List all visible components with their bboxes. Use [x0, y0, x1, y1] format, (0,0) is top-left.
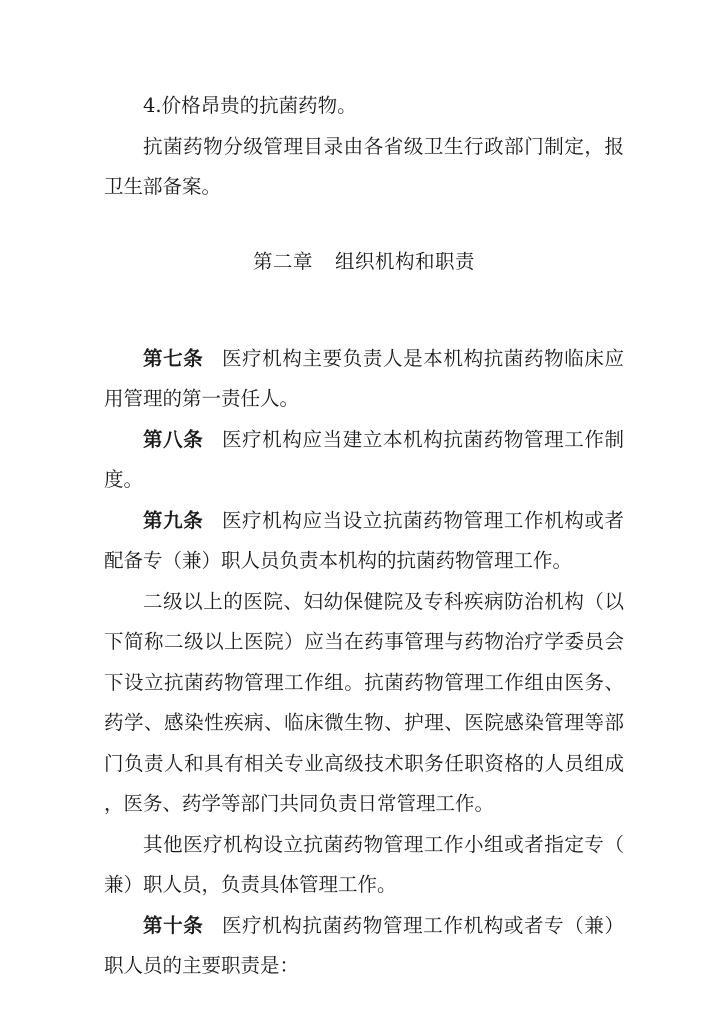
- article-10-label: 第十条: [143, 913, 204, 937]
- secondary-hospitals-paragraph: [104, 582, 624, 825]
- chapter-number: 第二章: [252, 250, 313, 273]
- chapter-title: 组织机构和职责: [335, 250, 476, 273]
- list-item-4-text: 4.价格昂贵的抗菌药物。: [143, 94, 357, 117]
- article-9-paragraph: [104, 501, 624, 582]
- article-7-label: 第七条: [143, 346, 204, 370]
- list-item-4: [104, 86, 624, 127]
- filing-note-paragraph: [104, 127, 624, 208]
- article-10-text: 医疗机构抗菌药物管理工作机构或者专（兼）职人员的主要职责是：: [104, 913, 624, 977]
- article-7-paragraph: [104, 339, 624, 420]
- article-8-text: 医疗机构应当建立本机构抗菌药物管理工作制度。: [104, 427, 624, 491]
- article-8-label: 第八条: [143, 427, 204, 451]
- article-10-paragraph: [104, 906, 624, 987]
- other-institutions-paragraph: [104, 825, 624, 906]
- article-8-paragraph: [104, 420, 624, 501]
- filing-note-text: 抗菌药物分级管理目录由各省级卫生行政部门制定，报卫生部备案。: [104, 134, 624, 198]
- document-body: [104, 86, 624, 987]
- chapter-heading-line: [104, 242, 624, 283]
- other-institutions-text: 其他医疗机构设立抗菌药物管理工作小组或者指定专（兼）职人员，负责具体管理工作。: [104, 832, 624, 896]
- article-9-text: 医疗机构应当设立抗菌药物管理工作机构或者配备专（兼）职人员负责本机构的抗菌药物管理工作。: [104, 508, 624, 572]
- article-9-label: 第九条: [143, 508, 204, 532]
- article-7-text: 医疗机构主要负责人是本机构抗菌药物临床应用管理的第一责任人。: [104, 346, 624, 410]
- secondary-hospitals-text: 二级以上的医院、妇幼保健院及专科疾病防治机构（以下简称二级以上医院）应当在药事管理与药物治疗学委员会下设立抗菌药物管理工作组。抗菌药物管理工作组由医务、药学、感染性疾病、临床微生物、护理、医院感染管理等部门负责人和具有相关专业高级技术职务任职资格的人员组成，医务、药学等部门共同负责日常管理工作。: [104, 589, 624, 815]
